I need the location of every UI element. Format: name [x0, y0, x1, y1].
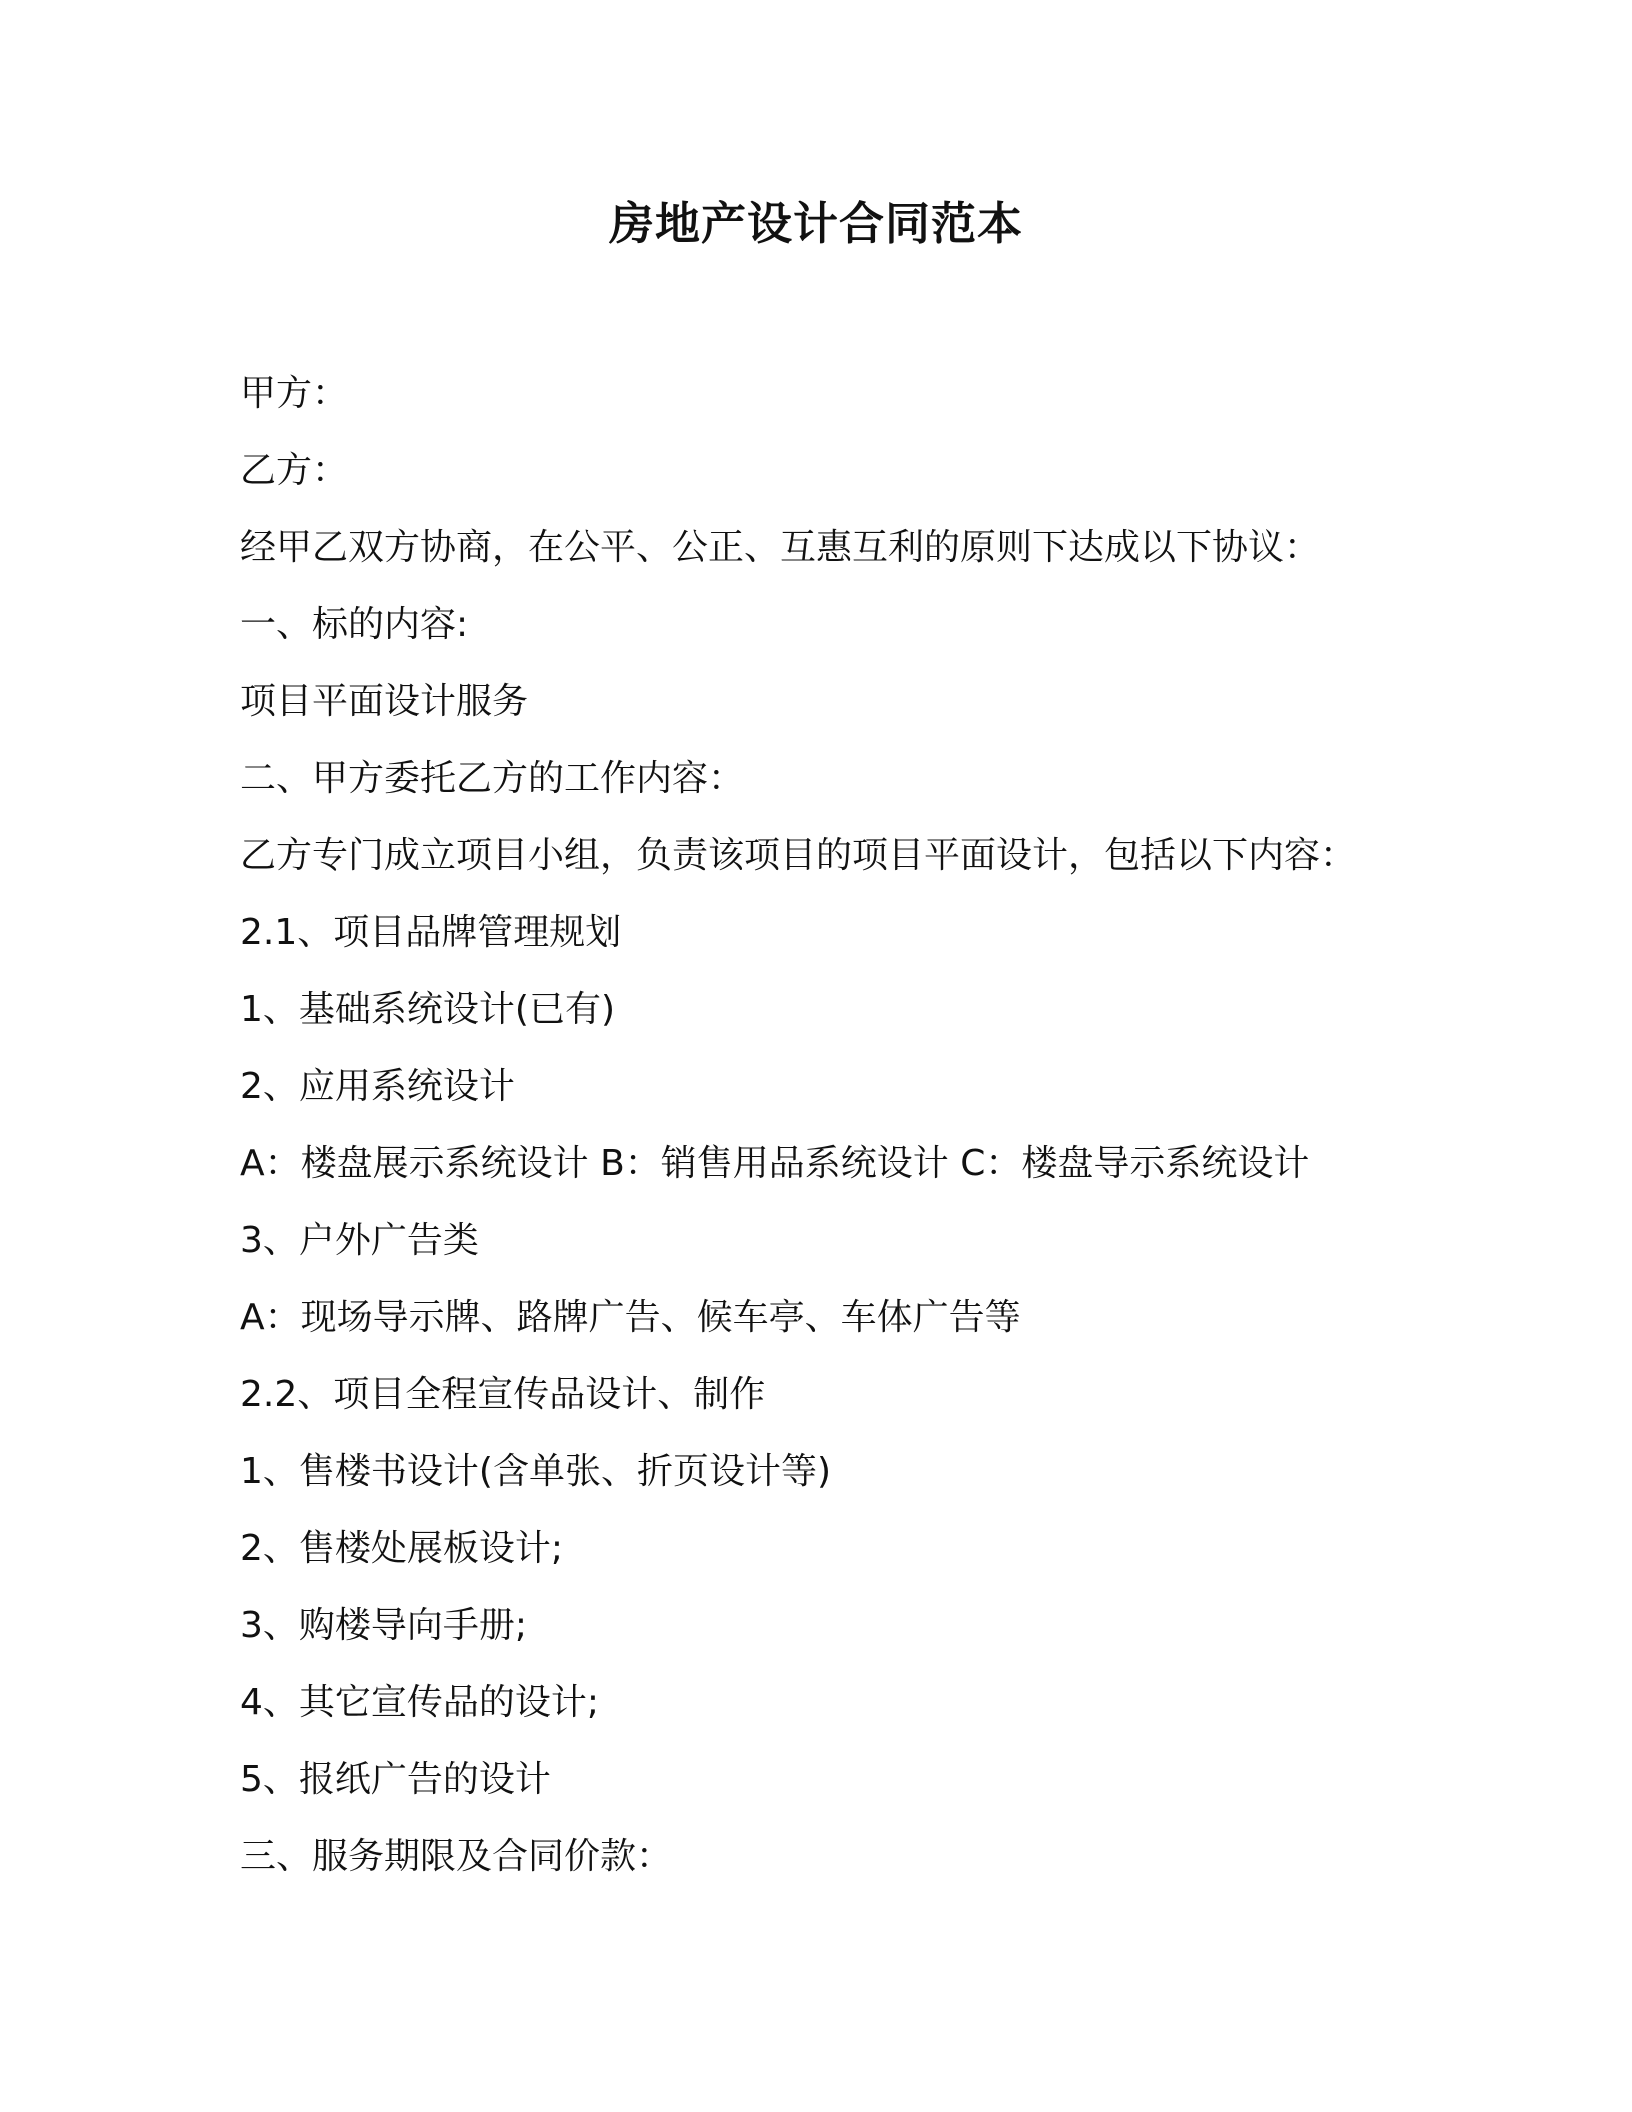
- section-heading-2: 二、甲方委托乙方的工作内容：: [240, 758, 745, 799]
- list-item: 2、应用系统设计: [240, 1066, 515, 1107]
- document-title: 房地产设计合同范本: [608, 197, 1023, 250]
- agreement-intro: 经甲乙双方协商，在公平、公正、互惠互利的原则下达成以下协议：: [240, 527, 1321, 568]
- section-heading-1: 一、标的内容:: [240, 604, 469, 645]
- section-heading-3: 三、服务期限及合同价款：: [240, 1836, 673, 1877]
- party-b-line: 乙方：: [240, 450, 349, 491]
- list-item: 4、其它宣传品的设计;: [240, 1682, 600, 1723]
- paragraph: 项目平面设计服务: [240, 681, 529, 722]
- list-item: A：楼盘展示系统设计 B：销售用品系统设计 C：楼盘导示系统设计: [240, 1143, 1310, 1184]
- list-item: 3、购楼导向手册;: [240, 1605, 528, 1646]
- list-item: A：现场导示牌、路牌广告、候车亭、车体广告等: [240, 1297, 1021, 1338]
- list-item: 1、售楼书设计(含单张、折页设计等): [240, 1451, 831, 1492]
- list-item: 1、基础系统设计(已有): [240, 989, 615, 1030]
- list-item: 2、售楼处展板设计;: [240, 1528, 564, 1569]
- subsection-heading: 2.1、项目品牌管理规划: [240, 912, 622, 953]
- subsection-heading: 2.2、项目全程宣传品设计、制作: [240, 1374, 766, 1415]
- party-a-line: 甲方：: [240, 373, 349, 414]
- list-item: 3、户外广告类: [240, 1220, 479, 1261]
- paragraph: 乙方专门成立项目小组，负责该项目的项目平面设计，包括以下内容：: [240, 835, 1357, 876]
- document-body: [240, 362, 1420, 1902]
- list-item: 5、报纸广告的设计: [240, 1759, 551, 1800]
